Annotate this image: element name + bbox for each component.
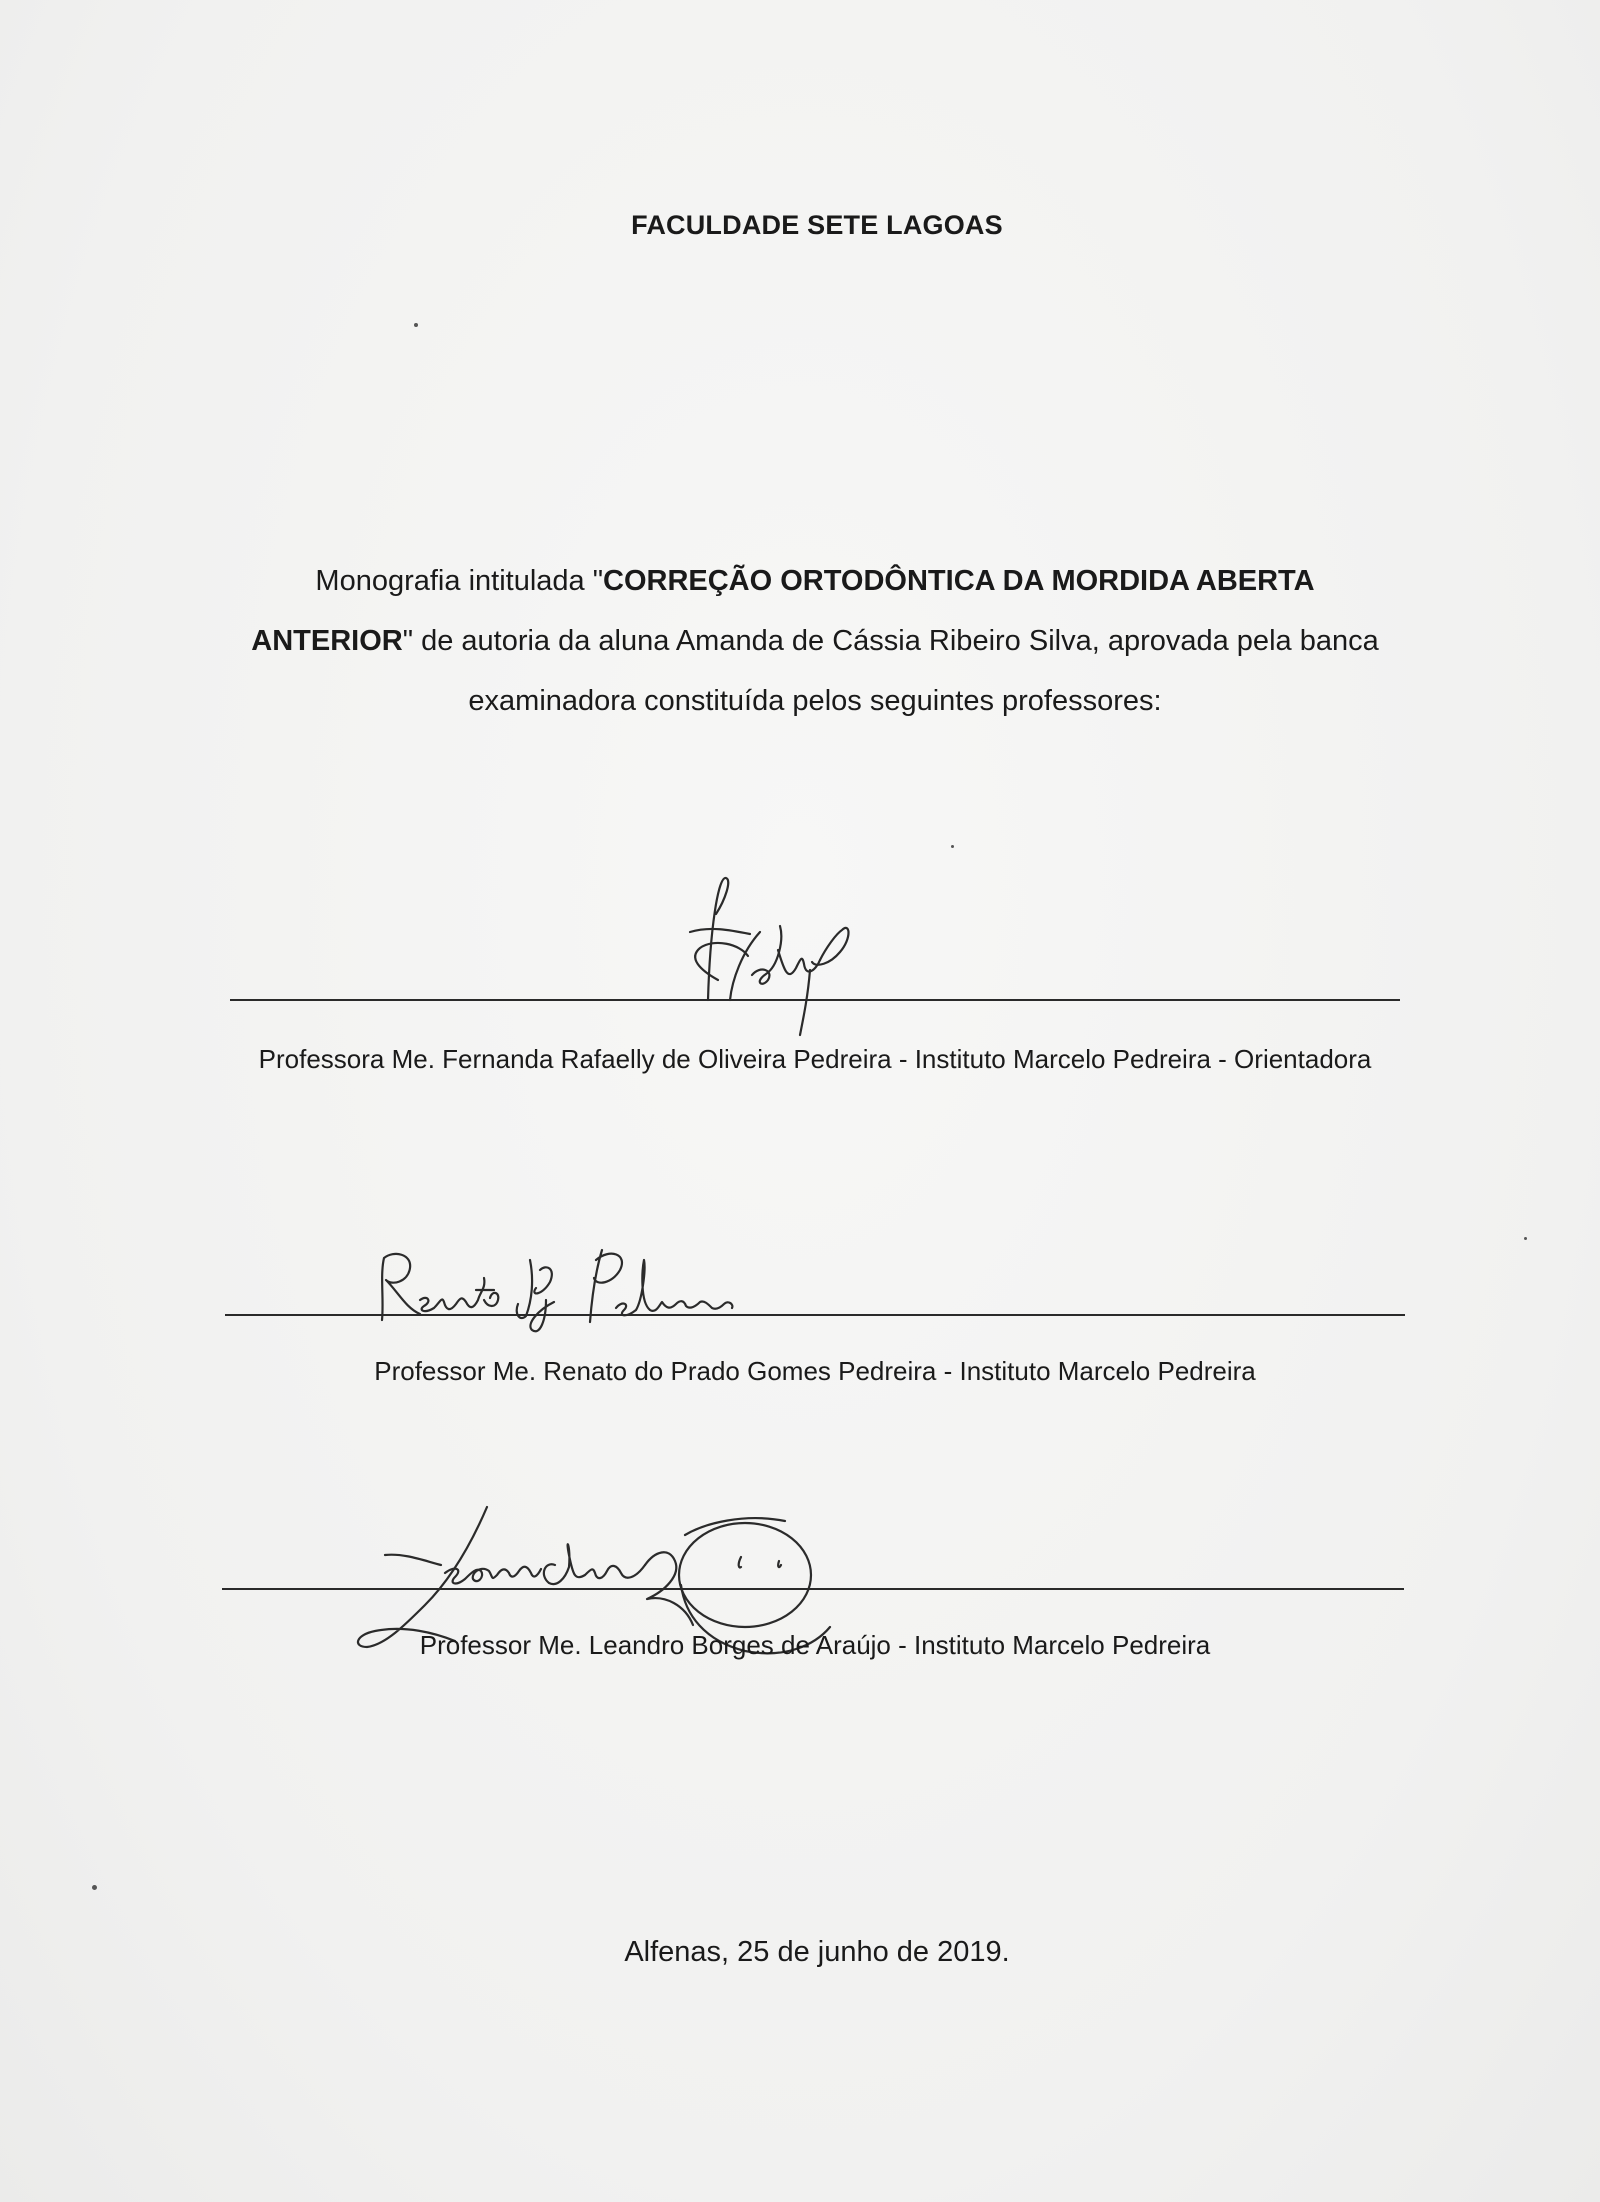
scan-speck <box>1524 1237 1527 1240</box>
signature-examiner-2 <box>370 1230 740 1340</box>
intro-suffix: " de autoria da aluna Amanda de Cássia Ribeiro Silva, aprovada pela banca examinadora constituída pelos seguintes professores: <box>402 625 1379 717</box>
examiner-2-caption: Professor Me. Renato do Prado Gomes Pedreira - Instituto Marcelo Pedreira <box>374 1356 1256 1386</box>
signature-examiner-1 <box>670 870 870 1045</box>
signature-line-3 <box>222 1588 1404 1590</box>
institution-name: FACULDADE SETE LAGOAS <box>631 210 1003 240</box>
place-and-date: Alfenas, 25 de junho de 2019. <box>624 1936 1010 1968</box>
signature-line-1 <box>230 999 1400 1001</box>
scan-speck <box>951 845 954 848</box>
examiner-1-caption: Professora Me. Fernanda Rafaelly de Oliveira Pedreira - Instituto Marcelo Pedreira - Orientadora <box>258 1044 1372 1074</box>
approval-statement <box>240 551 1390 731</box>
scan-speck <box>92 1885 97 1890</box>
examiner-3-caption: Professor Me. Leandro Borges de Araújo - Instituto Marcelo Pedreira <box>419 1630 1211 1660</box>
intro-prefix: Monografia intitulada " <box>315 565 604 597</box>
monograph-title: CORREÇÃO ORTODÔNTICA DA MORDIDA ABERTA ANTERIOR <box>251 565 1315 657</box>
scan-speck <box>414 323 418 327</box>
signature-line-2 <box>225 1314 1405 1316</box>
